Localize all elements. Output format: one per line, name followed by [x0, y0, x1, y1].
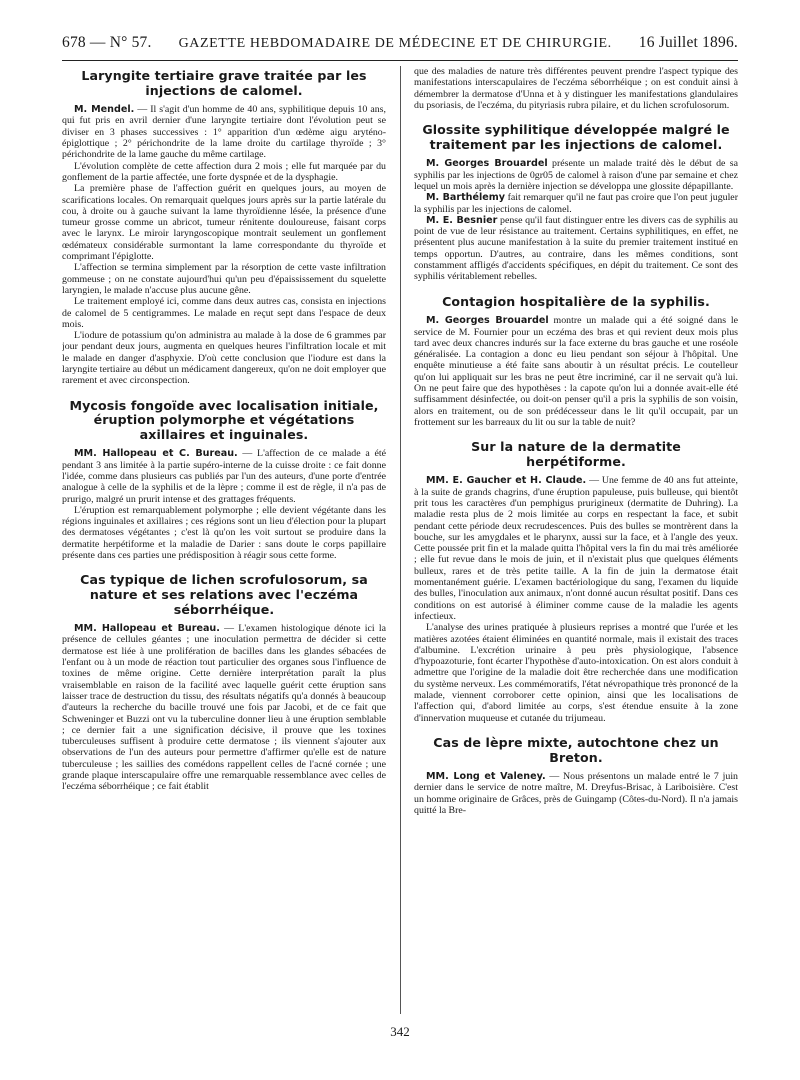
paragraph: L'affection se termina simplement par la résorption de cette vaste infiltration gommeuse ; on ne constate aujourd'hui qu'un peu d'épaississement du squelette laryngien, le malade n'accuse plus aucune gêne.: [62, 262, 386, 296]
author-name: MM. Hallopeau et C. Bureau.: [74, 448, 238, 460]
article-title: Glossite syphilitique développée malgré le traitement par les injections de calomel.: [422, 122, 730, 152]
author-name: M. Barthélemy: [426, 192, 506, 204]
page-number: 342: [390, 1024, 410, 1039]
article-dermatite: [414, 440, 738, 724]
article-mycosis: [62, 399, 386, 562]
header-date: 16 Juillet 1896.: [638, 34, 738, 51]
paragraph: L'éruption est remarquablement polymorphe ; elle devient végétante dans les régions inguinales et axillaires ; ces régions sont un lieu d'élection pour la plupart des dermatoses végétantes ; c'est là qu'on les voit surtout se produire dans la dermatite herpétiforme et la maladie de Darier : sans doute le corps papillaire présente dans ces parties une prédisposition à réagir sous cette forme.: [62, 504, 386, 562]
column-divider: [400, 66, 401, 1014]
paragraph: M. Barthélemy fait remarquer qu'il ne faut pas croire que l'on peut juguler la syphilis par les injections de calomel.: [414, 192, 738, 215]
paragraph: M. Georges Brouardel présente un malade traité dès le début de sa syphilis par les injections de 0gr05 de calomel à raison d'une par semaine et chez lequel un mois après la dernière injection se développa une glossite dépapillante.: [414, 158, 738, 192]
paragraph: L'analyse des urines pratiquée à plusieurs reprises a montré que l'urée et les matières azotées étaient éliminées en quantité normale, mais il existait des traces d'albumine. L'excrétion urinaire à peu près physiologique, l'absence d'hypoazoturie, font écarter l'hypothèse d'auto-intoxication. On est alors conduit à admettre que l'origine de la maladie doit être recherchée dans une modification du système nerveux. Les commémoratifs, l'état névropathique très prononcé de la malade, viennent corroborer cette opinion, ainsi que les localisations de l'affection qui, d'abord limitée au corps, s'est étendue ensuite à la zone d'innervation muqueuse et cutanée du trijumeau.: [414, 622, 738, 724]
paragraph: MM. Hallopeau et C. Bureau. — L'affection de ce malade a été pendant 3 ans limitée à la partie supéro-interne de la cuisse droite : ce fait donne l'idée, comme dans plusieurs cas publiés par l'un des auteurs, d'une porte d'entrée analogue à celle de la syphilis et de la lèpre ; comme il est de règle, il n'a pas de prurigo, malgré un prurit intense et des grattages fréquents.: [62, 448, 386, 505]
article-title: Cas typique de lichen scrofulosorum, sa nature et ses relations avec l'eczéma séborrhéique.: [80, 572, 368, 617]
article-glossite: [414, 123, 738, 282]
article-title: Mycosis fongoïde avec localisation initiale, éruption polymorphe et végétations axillaires et inguinales.: [69, 397, 379, 442]
left-column: [62, 66, 386, 1014]
continued-paragraph: que des maladies de nature très différentes peuvent prendre l'aspect typique des manifestations interscapulaires de l'eczéma séborrhéique ; on est conduit ainsi à démembrer la dermatose d'Unna et à y distinguer les manifestations glandulaires du psoriasis, de l'eczéma, du pityriasis rubra pilaire, et du lichen scrofulosorum.: [414, 66, 738, 111]
article-title: Contagion hospitalière de la syphilis.: [442, 293, 710, 309]
paragraph: MM. E. Gaucher et H. Claude. — Une femme de 40 ans fut atteinte, à la suite de grands chagrins, d'une éruption papuleuse, puis bulleuse, qui bientôt prit tous les caractères d'un pemphigus prurigineux (dermatite de Duhring). La maladie resta plus de 2 mois limitée au corps en respectant la face, et subit pendant cette période deux recrudescences. Puis des bulles se montrèrent dans la bouche, sur les amygdales et le pharynx, aussi sur la face, et à l'angle des yeux. Cette poussée prit fin et la malade quitta l'hôpital vers la fin du mai très améliorée ; elle fut revue dans le mois de juin, et il n'existait plus que quelques éléments bulleux, rares et de très petite taille. A la fin de juin la dermatose était momentanément guérie. L'examen bactériologique du sang, l'examen du liquide des bulles, l'inoculation aux animaux, n'ont donné aucun résultat positif. Dans ces conditions on est autorisé à éliminer comme cause de la maladie les agents infectieux.: [414, 475, 738, 622]
author-name: M. E. Besnier: [426, 214, 498, 226]
right-column: [414, 66, 738, 1014]
header-rule: [62, 60, 738, 61]
paragraph: MM. Long et Valeney. — Nous présentons un malade entré le 7 juin dernier dans le service de notre maître, M. Dreyfus-Brisac, à Lariboisière. C'est un homme originaire de Grâces, près de Guingamp (Côtes-du-Nord). Il n'a jamais quitté la Bre-: [414, 771, 738, 816]
author-name: MM. Hallopeau et Bureau.: [74, 623, 220, 635]
article-title: Laryngite tertiaire grave traitée par les injections de calomel.: [81, 68, 367, 98]
author-name: M. Georges Brouardel: [426, 158, 548, 170]
article-lichen: [62, 573, 386, 792]
article-lepre: [414, 736, 738, 816]
paragraph: Le traitement employé ici, comme dans deux autres cas, consista en injections de calomel de 5 centigrammes. Le malade en reçut sept dans l'espace de deux mois.: [62, 296, 386, 330]
author-name: M. Georges Brouardel: [426, 315, 549, 327]
article-contagion: [414, 295, 738, 429]
header-journal-title: GAZETTE HEBDOMADAIRE DE MÉDECINE ET DE CHIRURGIE.: [178, 36, 612, 51]
running-header: [62, 34, 738, 56]
author-name: MM. Long et Valeney.: [426, 771, 546, 783]
article-title: Cas de lèpre mixte, autochtone chez un Breton.: [433, 734, 719, 765]
paragraph: L'iodure de potassium qu'on administra au malade à la dose de 6 grammes par jour pendant deux jours, augmenta en quelques heures l'infiltration locale et mit le malade en danger d'asphyxie. D'où cette conclusion que l'iodure est dans la laryngite tertiaire au début un médicament dangereux, qu'on ne doit employer que rarement et avec circonspection.: [62, 330, 386, 387]
paragraph: MM. Hallopeau et Bureau. — L'examen histologique dénote ici la présence de cellules géantes ; une inoculation permettra de décider si cette dermatose est liée à une prolifération de bacilles dans les glandes sébacées de l'enfant ou à un mode de réaction tout particulier des organes sous l'influence de toxines de même origine. Cette dernière interprétation paraît la plus vraisemblable en raison de la facilité avec laquelle guérit cette éruption sans laisser trace de destruction du tissu, des résultats négatifs qu'a donnés à beaucoup d'auteurs la recherche du bacille trouvé une fois par Jacobi, et de ce fait que Schweninger et Buzzi ont vu la tuberculine donner lieu à une éruption semblable ; ce dernier fait a une signification décisive, il prouve que les toxines tuberculeuses suffisent à produire cette dermatose ; ils viennent s'ajouter aux observations de l'un des auteurs pour permettre d'affirmer qu'elle est de nature tuberculeuse ; les saillies des comédons rappellent celles de l'acné cornée ; une grande plaque interscapulaire offre une remarquable ressemblance avec celles de l'eczéma séborrhéique ; ce fait établit: [62, 623, 386, 793]
paragraph: L'évolution complète de cette affection dura 2 mois ; elle fut marquée par du gonflement de la partie affectée, une forte dyspnée et de la dysphagie.: [62, 160, 386, 183]
article-title: Sur la nature de la dermatite herpétiforme.: [471, 439, 681, 469]
article-laryngite: [62, 69, 386, 387]
author-name: MM. E. Gaucher et H. Claude.: [426, 475, 587, 487]
author-name: M. Mendel.: [74, 104, 135, 116]
paragraph: M. Mendel. — Il s'agit d'un homme de 40 ans, syphilitique depuis 10 ans, qui fut pris en avril dernier d'une laryngite tertiaire dont l'évolution peut se diviser en 3 phases successives : 1° apparition d'un œdème aigu aryténo-épiglottique ; 2° périchondrite de la lame droite du cartilage thyroïde ; 3° périchondrite de la lame gauche du même cartilage.: [62, 104, 386, 161]
paragraph: M. E. Besnier pense qu'il faut distinguer entre les divers cas de syphilis au point de vue de leur résistance au traitement. Certains syphilitiques, en effet, ne présentent plus aucune manifestation à la suite du premier traitement institué en temps opportun. D'autres, au contraire, dans les mêmes conditions, sont constamment affligés d'accidents spécifiques, en dépit du traitement. Ce sont des syphilis véritablement rebelles.: [414, 214, 738, 283]
paragraph: La première phase de l'affection guérit en quelques jours, au moyen de scarifications locales. On remarquait quelques jours après sur la partie latérale du cou, à droite ou à gauche suivant la lame thyroïdienne lésée, la présence d'une tumeur grosse comme un abricot, tumeur rénitente douloureuse, faisant corps avec le larynx. Le miroir laryngoscopique montrait seulement un gonflement œdémateux considérable surmontant la lame correspondante du thyroïde et comprimant l'épiglotte.: [62, 183, 386, 263]
paragraph: M. Georges Brouardel montre un malade qui a été soigné dans le service de M. Fournier pour un eczéma des bras et qui revient deux mois plus tard avec deux chancres indurés sur la face externe du bras gauche et une roséole généralisée. La contagion a donc eu lieu pendant son séjour à l'hôpital. Une enquête minutieuse a été faite sans aboutir à un résultat précis. Le coutelleur qu'on lui appliquait sur les bras ne peut être incriminé, car il ne servait qu'à lui. On ne peut faire que des hypothèses : la capote qu'on lui a donnée avait-elle été suffisamment désinfectée, ou doit-on penser qu'il a pris la syphilis de son voisin, alors en traitement, ou de son prédécesseur dans le lit qu'il occupait, par un frottement sur les barreaux du lit ou sur la table de nuit?: [414, 315, 738, 428]
header-issue: 678 — N° 57.: [62, 34, 152, 51]
